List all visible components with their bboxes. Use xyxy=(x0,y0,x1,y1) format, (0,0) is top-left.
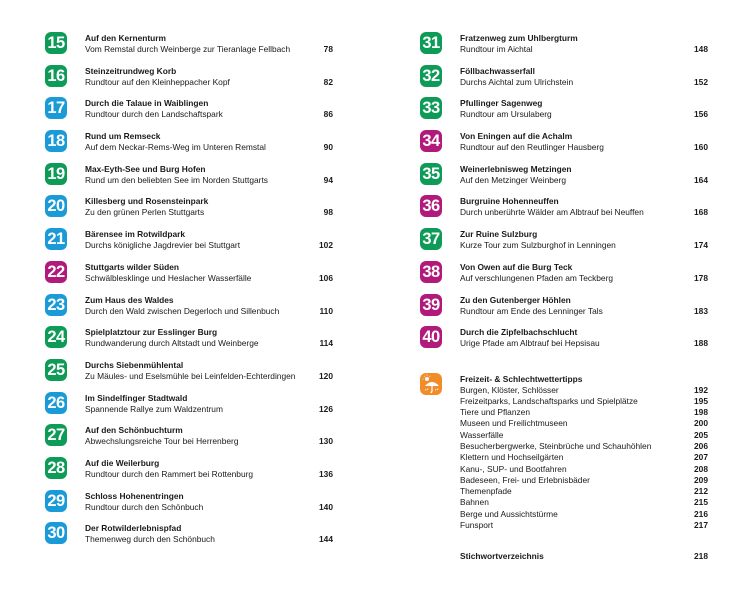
tour-title: Killesberg und Rosensteinpark xyxy=(85,196,209,207)
tour-title: Spielplatztour zur Esslinger Burg xyxy=(85,327,218,338)
tour-number-badge: 31 xyxy=(420,32,442,54)
tour-page-number: 98 xyxy=(323,207,333,218)
tour-entry[interactable] xyxy=(420,96,708,129)
tour-page-number: 120 xyxy=(319,370,333,381)
leisure-tip-item[interactable] xyxy=(460,520,708,531)
tour-subtitle: Urige Pfade am Albtrauf bei Hepsisau xyxy=(460,338,600,349)
tour-page-number: 168 xyxy=(694,207,708,218)
tour-page-number: 174 xyxy=(694,240,708,251)
leisure-tip-label: Berge und Aussichtstürme xyxy=(460,508,558,519)
tour-title: Der Rotwilderlebnispfad xyxy=(85,523,182,534)
tour-subtitle: Schwälblesklinge und Heslacher Wasserfälle xyxy=(85,272,252,283)
tour-entry[interactable] xyxy=(45,194,333,227)
leisure-tip-label: Klettern und Hochseilgärten xyxy=(460,452,564,463)
tour-subtitle: Auf den Metzinger Weinberg xyxy=(460,174,566,185)
leisure-tip-label: Tiere und Pflanzen xyxy=(460,407,530,418)
tour-title: Zur Ruine Sulzburg xyxy=(460,229,538,240)
leisure-tip-label: Freizeitparks, Landschaftsparks und Spielplätze xyxy=(460,395,638,406)
tour-number-badge: 39 xyxy=(420,294,442,316)
tour-entry[interactable] xyxy=(45,96,333,129)
tour-page-number: 178 xyxy=(694,272,708,283)
tour-subtitle: Zu den grünen Perlen Stuttgarts xyxy=(85,207,205,218)
tour-number-badge: 29 xyxy=(45,490,67,512)
tour-page-number: 94 xyxy=(323,174,333,185)
leisure-tip-item[interactable] xyxy=(460,407,708,418)
tour-title: Durch die Zipfelbachschlucht xyxy=(460,327,578,338)
tour-number-badge: 30 xyxy=(45,522,67,544)
leisure-tip-page: 205 xyxy=(694,429,708,440)
tour-title: Auf die Weilerburg xyxy=(85,457,160,468)
tour-title: Weinerlebnisweg Metzingen xyxy=(460,163,572,174)
leisure-tip-item[interactable] xyxy=(460,452,708,463)
tour-number-badge: 22 xyxy=(45,261,67,283)
tour-title: Auf den Schönbuchturm xyxy=(85,425,183,436)
leisure-tip-page: 212 xyxy=(694,486,708,497)
tour-entry[interactable] xyxy=(45,260,333,293)
leisure-tip-item[interactable] xyxy=(460,418,708,429)
tour-subtitle: Rundtour im Aichtal xyxy=(460,44,533,54)
tour-entry[interactable] xyxy=(420,325,708,358)
tour-number-badge: 24 xyxy=(45,326,67,348)
tour-title: Pfullinger Sagenweg xyxy=(460,98,543,109)
tour-number-badge: 21 xyxy=(45,228,67,250)
tour-subtitle: Spannende Rallye zum Waldzentrum xyxy=(85,403,223,414)
leisure-tip-label: Burgen, Klöster, Schlösser xyxy=(460,384,559,395)
tour-entry[interactable] xyxy=(420,64,708,97)
tour-entry[interactable] xyxy=(45,358,333,391)
leisure-tip-page: 216 xyxy=(694,508,708,519)
leisure-tip-page: 192 xyxy=(694,384,708,395)
leisure-tip-page: 217 xyxy=(694,520,708,531)
tour-page-number: 183 xyxy=(694,305,708,316)
tour-number-badge: 18 xyxy=(45,130,67,152)
tour-page-number: 90 xyxy=(323,142,333,153)
leisure-tips-list xyxy=(460,385,708,532)
tour-page-number: 106 xyxy=(319,272,333,283)
tour-title: Von Eningen auf die Achalm xyxy=(460,131,573,142)
leisure-tip-page: 206 xyxy=(694,440,708,451)
leisure-tip-page: 195 xyxy=(694,395,708,406)
tour-entry[interactable] xyxy=(420,129,708,162)
tour-subtitle: Rundtour durch den Landschaftspark xyxy=(85,109,223,120)
umbrella-sun-icon xyxy=(420,373,442,395)
tour-title: Auf den Kernenturm xyxy=(85,33,166,43)
tour-number-badge: 16 xyxy=(45,65,67,87)
tour-entry[interactable] xyxy=(45,31,333,64)
tour-page-number: 86 xyxy=(323,109,333,120)
tour-number-badge: 38 xyxy=(420,261,442,283)
leisure-tip-item[interactable] xyxy=(460,475,708,486)
leisure-tip-label: Besucherbergwerke, Steinbrüche und Schauhöhlen xyxy=(460,440,652,451)
tour-number-badge: 26 xyxy=(45,392,67,414)
leisure-tip-label: Wasserfälle xyxy=(460,429,504,440)
tour-title: Fratzenweg zum Uhlbergturm xyxy=(460,33,578,43)
tour-entry[interactable] xyxy=(420,293,708,326)
tour-number-badge: 25 xyxy=(45,359,67,381)
tour-subtitle: Rundtour durch den Schönbuch xyxy=(85,501,204,512)
leisure-tip-item[interactable] xyxy=(460,441,708,452)
right-column xyxy=(420,31,708,358)
tour-title: Zum Haus des Waldes xyxy=(85,294,174,305)
leisure-tip-page: 209 xyxy=(694,474,708,485)
tour-subtitle: Rundwanderung durch Altstadt und Weinberge xyxy=(85,338,259,349)
tour-title: Rund um Remseck xyxy=(85,131,161,142)
tour-number-badge: 33 xyxy=(420,97,442,119)
tour-page-number: 110 xyxy=(319,305,333,316)
tour-page-number: 188 xyxy=(694,338,708,349)
tour-number-badge: 36 xyxy=(420,195,442,217)
tour-entry[interactable] xyxy=(420,31,708,64)
tour-subtitle: Rundtour durch den Rammert bei Rottenburg xyxy=(85,468,254,479)
leisure-tip-label: Museen und Freilichtmuseen xyxy=(460,418,568,429)
tour-subtitle: Durch unberührte Wälder am Albtrauf bei Neuffen xyxy=(460,207,644,218)
left-column xyxy=(45,31,333,554)
tour-number-badge: 17 xyxy=(45,97,67,119)
tour-number-badge: 34 xyxy=(420,130,442,152)
tour-title: Von Owen auf die Burg Teck xyxy=(460,261,573,272)
index-entry[interactable] xyxy=(460,550,708,562)
tour-subtitle: Kurze Tour zum Sulzburghof in Lenningen xyxy=(460,240,616,251)
leisure-tip-page: 215 xyxy=(694,497,708,508)
tour-subtitle: Rundtour am Ursulaberg xyxy=(460,109,552,120)
leisure-tip-item[interactable] xyxy=(460,430,708,441)
tour-number-badge: 23 xyxy=(45,294,67,316)
tour-title: Durchs Siebenmühlental xyxy=(85,359,184,370)
tour-page-number: 160 xyxy=(694,142,708,153)
tour-entry[interactable] xyxy=(45,227,333,260)
tour-entry[interactable] xyxy=(45,162,333,195)
tour-subtitle: Vom Remstal durch Weinberge zur Tieranlage Fellbach xyxy=(85,44,291,54)
tour-page-number: 82 xyxy=(323,76,333,87)
index-label: Stichwortverzeichnis xyxy=(460,551,544,561)
leisure-tip-label: Badeseen, Frei- und Erlebnisbäder xyxy=(460,474,590,485)
tour-number-badge: 40 xyxy=(420,326,442,348)
leisure-tip-label: Themenpfade xyxy=(460,486,512,497)
tour-subtitle: Rund um den beliebten See im Norden Stuttgarts xyxy=(85,174,268,185)
tour-entry[interactable] xyxy=(45,391,333,424)
tour-subtitle: Themenweg durch den Schönbuch xyxy=(85,534,215,545)
tour-title: Föllbachwasserfall xyxy=(460,65,535,76)
tour-page-number: 152 xyxy=(694,76,708,87)
tour-number-badge: 28 xyxy=(45,457,67,479)
tour-page-number: 144 xyxy=(319,534,333,545)
leisure-tip-page: 207 xyxy=(694,452,708,463)
tour-number-badge: 37 xyxy=(420,228,442,250)
tour-title: Durch die Talaue in Waiblingen xyxy=(85,98,209,109)
tour-entry[interactable] xyxy=(45,456,333,489)
leisure-tip-item[interactable] xyxy=(460,464,708,475)
tour-title: Stuttgarts wilder Süden xyxy=(85,261,179,272)
tour-entry[interactable] xyxy=(45,129,333,162)
leisure-tip-label: Kanu-, SUP- und Bootfahren xyxy=(460,463,567,474)
tour-page-number: 114 xyxy=(319,338,333,349)
tour-number-badge: 27 xyxy=(45,424,67,446)
tour-page-number: 148 xyxy=(694,44,708,54)
index-page: 218 xyxy=(694,551,708,561)
leisure-tip-label: Funsport xyxy=(460,520,494,531)
tour-entry[interactable] xyxy=(45,325,333,358)
leisure-tips-title: Freizeit- & Schlechtwettertipps xyxy=(460,374,583,384)
tour-title: Zu den Gutenberger Höhlen xyxy=(460,294,571,305)
tour-entry[interactable] xyxy=(420,260,708,293)
tour-subtitle: Abwechslungsreiche Tour bei Herrenberg xyxy=(85,436,239,447)
tour-page-number: 136 xyxy=(319,468,333,479)
tour-page-number: 130 xyxy=(319,436,333,447)
tour-number-badge: 35 xyxy=(420,163,442,185)
leisure-tip-page: 198 xyxy=(694,407,708,418)
tour-title: Steinzeitrundweg Korb xyxy=(85,65,177,76)
tour-subtitle: Rundtour auf den Reutlinger Hausberg xyxy=(460,142,604,153)
tour-subtitle: Durch den Wald zwischen Degerloch und Sillenbuch xyxy=(85,305,280,316)
tour-entry[interactable] xyxy=(420,194,708,227)
leisure-tip-item[interactable] xyxy=(460,486,708,497)
leisure-tip-item[interactable] xyxy=(460,509,708,520)
leisure-tip-page: 208 xyxy=(694,463,708,474)
tour-subtitle: Durchs Aichtal zum Ulrichstein xyxy=(460,76,574,87)
leisure-tip-item[interactable] xyxy=(460,497,708,508)
tour-subtitle: Auf dem Neckar-Rems-Weg im Unteren Remstal xyxy=(85,142,266,153)
tour-entry[interactable] xyxy=(45,521,333,554)
tour-entry[interactable] xyxy=(420,162,708,195)
tour-page-number: 156 xyxy=(694,109,708,120)
leisure-tip-page: 200 xyxy=(694,418,708,429)
tour-subtitle: Auf verschlungenen Pfaden am Teckberg xyxy=(460,272,614,283)
tour-subtitle: Rundtour am Ende des Lenninger Tals xyxy=(460,305,603,316)
tour-page-number: 78 xyxy=(323,44,333,54)
leisure-tip-label: Bahnen xyxy=(460,497,489,508)
tour-entry[interactable] xyxy=(45,489,333,522)
tour-page-number: 140 xyxy=(319,501,333,512)
tour-subtitle: Zu Mäules- und Eselsmühle bei Leinfelden-Echterdingen xyxy=(85,370,296,381)
tour-number-badge: 32 xyxy=(420,65,442,87)
tour-title: Im Sindelfinger Stadtwald xyxy=(85,392,188,403)
tour-entry[interactable] xyxy=(45,293,333,326)
tour-subtitle: Rundtour auf den Kleinheppacher Kopf xyxy=(85,76,230,87)
tour-number-badge: 15 xyxy=(45,32,67,54)
tour-entry[interactable] xyxy=(45,423,333,456)
tour-page-number: 102 xyxy=(319,240,333,251)
tour-title: Max-Eyth-See und Burg Hofen xyxy=(85,163,206,174)
tour-page-number: 164 xyxy=(694,174,708,185)
tour-page-number: 126 xyxy=(319,403,333,414)
tour-number-badge: 20 xyxy=(45,195,67,217)
tour-title: Burgruine Hohenneuffen xyxy=(460,196,559,207)
leisure-tip-item[interactable] xyxy=(460,385,708,396)
tour-title: Schloss Hohenentringen xyxy=(85,490,184,501)
tour-title: Bärensee im Rotwildpark xyxy=(85,229,186,240)
tour-entry[interactable] xyxy=(45,64,333,97)
tour-subtitle: Durchs königliche Jagdrevier bei Stuttgart xyxy=(85,240,241,251)
leisure-tip-item[interactable] xyxy=(460,396,708,407)
tour-entry[interactable] xyxy=(420,227,708,260)
tour-number-badge: 19 xyxy=(45,163,67,185)
